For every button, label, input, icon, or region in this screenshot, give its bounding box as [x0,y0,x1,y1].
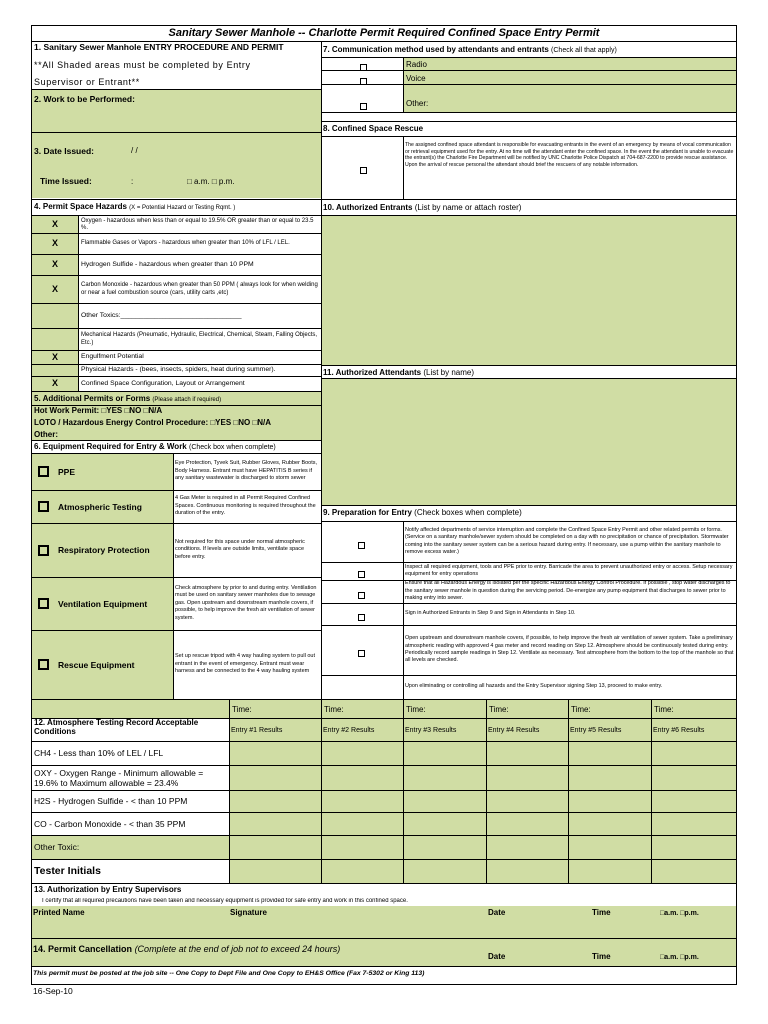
printed-name-label: Printed Name [33,908,85,917]
hazard-description: Engulfment Potential [81,353,144,361]
comm-other[interactable]: Other: [406,99,429,108]
date-separators: / / [131,146,138,155]
other-permits[interactable]: Other: [34,430,58,439]
checkbox-icon[interactable] [358,587,370,599]
page-title: Sanitary Sewer Manhole -- Charlotte Permit Required Confined Space Entry Permit [168,27,600,39]
equipment-description: Eye Protection, Tyvek Suit, Rubber Gloves, Rubber Boots, Body Harness. Entrant must have HEPATITIS B series if any sanitary wastewater is discharged to storm sewer [175,460,318,482]
section-1-heading: 1. Sanitary Sewer Manhole ENTRY PROCEDURE AND PERMIT [34,43,284,52]
section-12-heading: 12. Atmosphere Testing Record Acceptable Conditions [34,718,199,736]
entry-results-header: Entry #5 Results [570,727,622,734]
time-header: Time: [324,705,344,714]
section-14-heading: 14. Permit Cancellation (Complete at the end of job not to exceed 24 hours) [33,944,341,954]
hazard-mark[interactable]: X [51,352,58,362]
equipment-description: Not required for this space under normal atmospheric conditions. If levels are outside limits, ventilate space before entry. [175,538,305,560]
time-issued-label: Time Issued: [40,177,92,186]
entry-results-header: Entry #4 Results [488,727,540,734]
comm-radio[interactable]: Radio [406,60,427,69]
equipment-label: Rescue Equipment [58,659,135,670]
hazard-description: Hydrogen Sulfide - hazardous when greater than 10 PPM [81,260,254,268]
revision-date: 16-Sep-10 [33,986,73,996]
section-4-heading: 4. Permit Space Hazards (X = Potential Hazard or Testing Rqmt. ) [34,202,236,211]
rescue-text: The assigned confined space attendant is responsible for evacuating entrants in the event of an emergency by means of vocal communication or retrieval equipment used for the entry. At no time will the attendant enter the confined space. In the event the attendant is unable to evacuate the entrant(s) the Charlotte Fire Department will be notified by UNC Charlotte Police Dispatch at 704-687-2200 to provide rescue assistance. Upon the arrival of rescue personal the attendant should brief the rescuers of any notable information. [405,142,734,168]
time-header: Time: [406,705,426,714]
hazard-mark[interactable]: X [51,238,58,248]
time-header: Time: [654,705,674,714]
date-time-issued-field[interactable] [32,133,321,198]
section-8-heading: 8. Confined Space Rescue [323,124,424,133]
equipment-label: PPE [58,466,76,477]
time-header: Time: [489,705,509,714]
hazard-mark[interactable]: X [51,219,58,229]
preparation-step: Upon eliminating or controlling all hazards and the Entry Supervisor signing Step 13, proceed to make entry. [405,683,663,690]
time-separator: : [131,177,134,186]
cancel-time-label: Time [592,952,611,961]
hazard-description: Mechanical Hazards (Pneumatic, Hydraulic, Electrical, Chemical, Steam, Falling Objects, Etc.) [81,332,318,346]
equipment-description: Set up rescue tripod with 4 way hauling system to pull out entrant in the event of emergency. Entrant must wear harness and be connected to the 4 way hauling system [175,653,316,675]
hazard-mark[interactable]: X [51,284,58,294]
entry-results-header: Entry #3 Results [405,727,457,734]
acceptable-condition: Other Toxic: [34,842,80,852]
equipment-item[interactable] [38,577,172,630]
hazard-mark[interactable]: X [51,378,58,388]
time-ampm-13[interactable]: □a.m. □p.m. [660,910,699,917]
acceptable-condition: CH4 - Less than 10% of LEL / LFL [34,748,164,758]
hazard-mark[interactable] [33,328,77,350]
preparation-step: Ensure that all Hazardous Energy is isolated per the specific Hazardous Energy Control Procedure. If possible , stop water discharges to the sanitary sewer manhole in question during the servicing period. De-energize any pump equipment that discharges to sewer prior to making entry into sewer. [405,580,731,602]
checkbox-icon[interactable] [38,466,49,477]
acceptable-condition: H2S - Hydrogen Sulfide - < than 10 PPM [34,796,188,806]
cancel-date-label: Date [488,952,506,961]
acceptable-condition: Tester Initials [34,865,101,877]
hazard-description: Other Toxics:________________________________ [81,311,242,319]
equipment-item[interactable] [38,490,172,523]
cancel-ampm[interactable]: □a.m. □p.m. [660,954,699,961]
hazard-description: Confined Space Configuration, Layout or Arrangement [81,379,245,387]
hazard-description: Flammable Gases or Vapors - hazardous when greater than 10% of LFL / LEL. [81,240,290,247]
section-5-heading: 5. Additional Permits or Forms (Please attach if required) [34,394,222,403]
checkbox-icon[interactable] [38,545,49,556]
equipment-description: 4 Gas Meter is required in all Permit Required Confined Spaces. Continuous monitoring is required throughout the duration of the entry. [175,495,316,517]
section-7-heading: 7. Communication method used by attendants and entrants (Check all that apply) [323,45,617,54]
checkbox-icon[interactable] [358,566,370,578]
acceptable-condition: CO - Carbon Monoxide - < than 35 PPM [34,818,186,829]
hazard-mark[interactable] [33,364,77,376]
equipment-label: Ventilation Equipment [58,598,148,609]
section-6-heading: 6. Equipment Required for Entry & Work (Check box when complete) [34,442,276,451]
section-2-heading: 2. Work to be Performed: [34,95,135,104]
section-1-note: **All Shaded areas must be completed by Entry Supervisor or Entrant** [34,60,251,87]
preparation-step: Inspect all required equipment, tools and PPE prior to entry. Barricade the area to prevent unauthorized entry or access. Setup necessary equipment for entry operations [405,563,733,577]
acceptable-condition: OXY - Oxygen Range - Minimum allowable = 19.6% to Maximum allowable = 23.4% [34,767,204,788]
hazard-description: Carbon Monoxide - hazardous when greater than 50 PPM ( always look for when welding or near a fuel combustion source (cars, utility carts ,etc) [81,282,318,296]
authorized-attendants-field[interactable] [322,379,736,505]
hazard-description: Oxygen - hazardous when less than or equal to 19.5% OR greater than or equal to 23.5 %. [81,217,314,231]
checkbox-icon[interactable] [358,537,370,549]
entry-results-header: Entry #6 Results [653,727,705,734]
checkbox-icon[interactable] [38,659,49,670]
entry-results-header: Entry #1 Results [231,727,283,734]
equipment-item[interactable] [38,630,172,699]
comm-voice[interactable]: Voice [406,74,426,83]
hazard-mark[interactable]: X [51,259,58,269]
equipment-item[interactable] [38,523,172,577]
certification-text: I certify that all required precautions have been taken and necessary equipment is provided for safe entry and work in this confined space. [42,898,408,904]
time-header: Time: [571,705,591,714]
posting-notice: This permit must be posted at the job site -- One Copy to Dept File and One Copy to EH&S Office (Fax 7-5302 or King 113) [33,970,425,977]
checkbox-icon[interactable] [358,645,370,657]
date-issued-label: 3. Date Issued: [34,147,94,156]
date-label: Date [488,908,506,917]
time-header: Time: [232,705,252,714]
equipment-label: Atmospheric Testing [58,501,142,512]
hazard-mark[interactable] [33,303,77,328]
preparation-step: Notify affected departments of service interruption and complete the Confined Space Entry Permit and other related permits or forms. (Service on a sanitary manhole/sewer system should be completed on a day with no precipitation or chance of precipitation. Stormwater coming into the sanitary sewer system can be a serious hazard during entry. If necessary, use a pump within the sanitary manhole to remove excess water.) [405,526,729,555]
checkbox-icon[interactable] [358,609,370,621]
section-9-heading: 9. Preparation for Entry (Check boxes when complete) [323,508,522,517]
checkbox-icon[interactable] [38,598,49,609]
time-label: Time [592,908,611,917]
preparation-step: Open upstream and downstream manhole covers, if possible, to help improve the fresh air ventilation of sewer system. Take a preliminary atmospheric reading with approved 4 gas meter and record reading on Step 12. Atmosphere should be continuously tested during entry. Periodically record sample readings in Step 12. Ventilate as necessary. Test atmosphere from the bottom to the top of the manhole so that all levels are checked. [405,635,734,664]
preparation-step: Sign in Authorized Entrants in Step 9 and Sign in Attendants in Step 10. [405,610,576,617]
equipment-label: Respiratory Protection [58,545,150,555]
signature-label: Signature [230,908,267,917]
entry-results-header: Entry #2 Results [323,727,375,734]
time-ampm[interactable]: □ a.m. □ p.m. [187,177,235,186]
hot-work-permit[interactable]: Hot Work Permit: □YES □NO □N/A [34,406,163,415]
section-13-heading: 13. Authorization by Entry Supervisors [34,885,182,894]
hazard-description: Physical Hazards - (bees, insects, spiders, heat during summer). [81,366,276,374]
section-11-heading: 11. Authorized Attendants (List by name) [323,368,475,377]
section-10-heading: 10. Authorized Entrants (List by name or attach roster) [323,203,522,212]
loto-procedure[interactable]: LOTO / Hazardous Energy Control Procedure: □YES □NO □N/A [34,418,272,427]
checkbox-icon[interactable] [38,501,49,512]
equipment-description: Check atmosphere by prior to and during entry. Ventilation must be used on sanitary sewer manholes due to sewage gas. Open upstream and downstream manhole covers, if possible, to help improve the fresh air ventilation of sewer system. [175,584,317,621]
equipment-item[interactable] [38,453,172,490]
authorized-entrants-field[interactable] [322,216,736,365]
